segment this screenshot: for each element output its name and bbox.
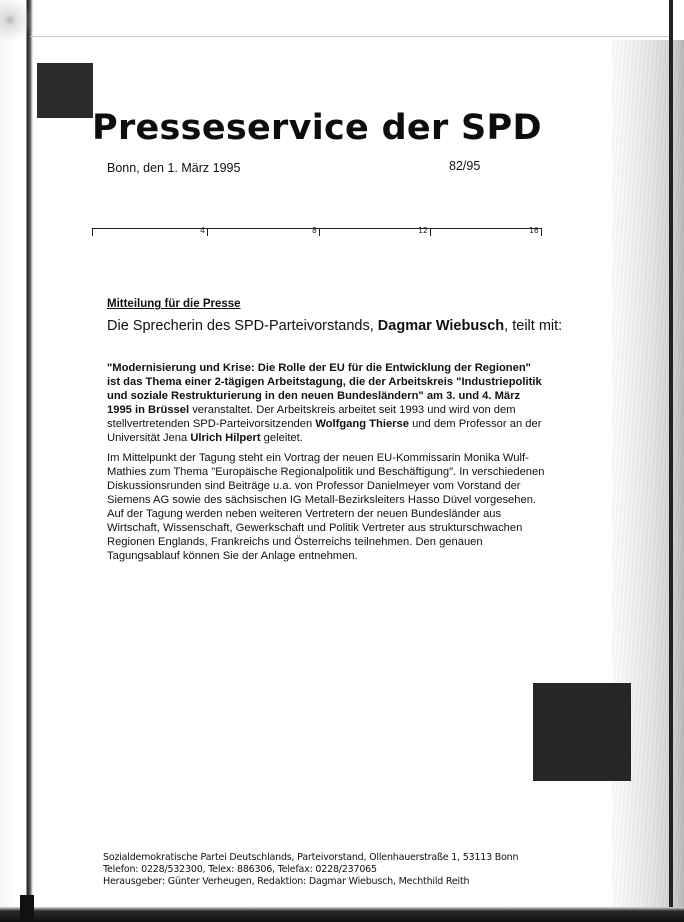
ruler-tick bbox=[541, 228, 542, 236]
person-name: Wolfgang Thierse bbox=[315, 418, 409, 430]
intro-text: Die Sprecherin des SPD-Parteivorstands, bbox=[107, 318, 378, 334]
scan-edge-bottom bbox=[0, 907, 684, 922]
paragraph-1-text: veranstaltet. Der Arbeitskreis arbeitet seit 1993 und wird von dem stellvertretenden SPD-Parteivorsitzenden bbox=[107, 404, 516, 430]
ruler-tick bbox=[430, 228, 431, 236]
scan-right-bar bbox=[669, 0, 673, 922]
paragraph-1-lead: "Modernisierung und Krise: Die Rolle der EU für die Entwicklung der Regionen" ist das Thema einer 2-tägigen Arbeitstagung, die der Arbeitskreis "Industriepolitik und soziale Restrukturierung in den neuen Bundesländern" am 3. und 4. März 1995 in Brüssel bbox=[107, 362, 542, 416]
spokesperson-name: Dagmar Wiebusch bbox=[377, 318, 505, 334]
person-name: Ulrich Hilpert bbox=[190, 432, 261, 444]
scan-edge-left bbox=[0, 0, 40, 922]
intro-line bbox=[107, 318, 562, 334]
footer-contact: Telefon: 0228/532300, Telex: 886306, Telefax: 0228/237065 bbox=[103, 864, 377, 875]
ruler-label: 16 bbox=[529, 226, 539, 235]
ruler-tick bbox=[207, 228, 208, 236]
dateline: Bonn, den 1. März 1995 bbox=[107, 161, 241, 175]
section-heading: Mitteilung für die Presse bbox=[107, 298, 241, 310]
paragraph-1 bbox=[107, 361, 545, 445]
paragraph-1-text: und dem Professor an der Universität Jena bbox=[107, 418, 542, 444]
ruler-tick bbox=[319, 228, 320, 236]
footer-publisher: Herausgeber: Günter Verheugen, Redaktion: Dagmar Wiebusch, Mechthild Reith bbox=[103, 876, 470, 887]
intro-tail: , teilt mit: bbox=[504, 318, 563, 334]
ruler-tick bbox=[92, 228, 93, 236]
ruler-label: 12 bbox=[418, 226, 428, 235]
paragraph-2: Im Mittelpunkt der Tagung steht ein Vortrag der neuen EU-Kommissarin Monika Wulf-Mathies zum Thema "Europäische Regionalpolitik und Beschäftigung". In verschiedenen Diskussionsrunden sind Beiträge u.a. von Professor Danielmeyer vom Vorstand der Siemens AG sowie des sächsischen IG Metall-Bezirksleiters Hasso Düvel vorgesehen. Auf der Tagung werden neben weiteren Vertretern der neuen Bundesländer aus Wirtschaft, Wissenschaft, Gewerkschaft und Politik Vertreter aus strukturschwachen Regionen Englands, Frankreichs und Österreichs teilnehmen. Den genauen Tagungsablauf können Sie der Anlage entnehmen. bbox=[107, 452, 545, 562]
scan-corner-block bbox=[20, 895, 34, 922]
release-number: 82/95 bbox=[449, 159, 481, 173]
ruler-label: 4 bbox=[200, 226, 205, 235]
typewriter-ruler bbox=[92, 225, 542, 237]
scan-top-line bbox=[30, 36, 670, 37]
ruler-line bbox=[92, 228, 542, 229]
footer-imprint bbox=[103, 852, 518, 888]
black-square-marker-bottom bbox=[533, 683, 631, 781]
black-square-marker-top bbox=[37, 63, 93, 118]
footer-address: Sozialdemokratische Partei Deutschlands, Parteivorstand, Ollenhauerstraße 1, 53113 Bonn bbox=[103, 852, 519, 863]
scan-smudge bbox=[0, 0, 36, 60]
paragraph-1-text: geleitet. bbox=[260, 432, 303, 444]
ruler-label: 8 bbox=[312, 226, 317, 235]
masthead-title: Presseservice der SPD bbox=[92, 108, 542, 148]
